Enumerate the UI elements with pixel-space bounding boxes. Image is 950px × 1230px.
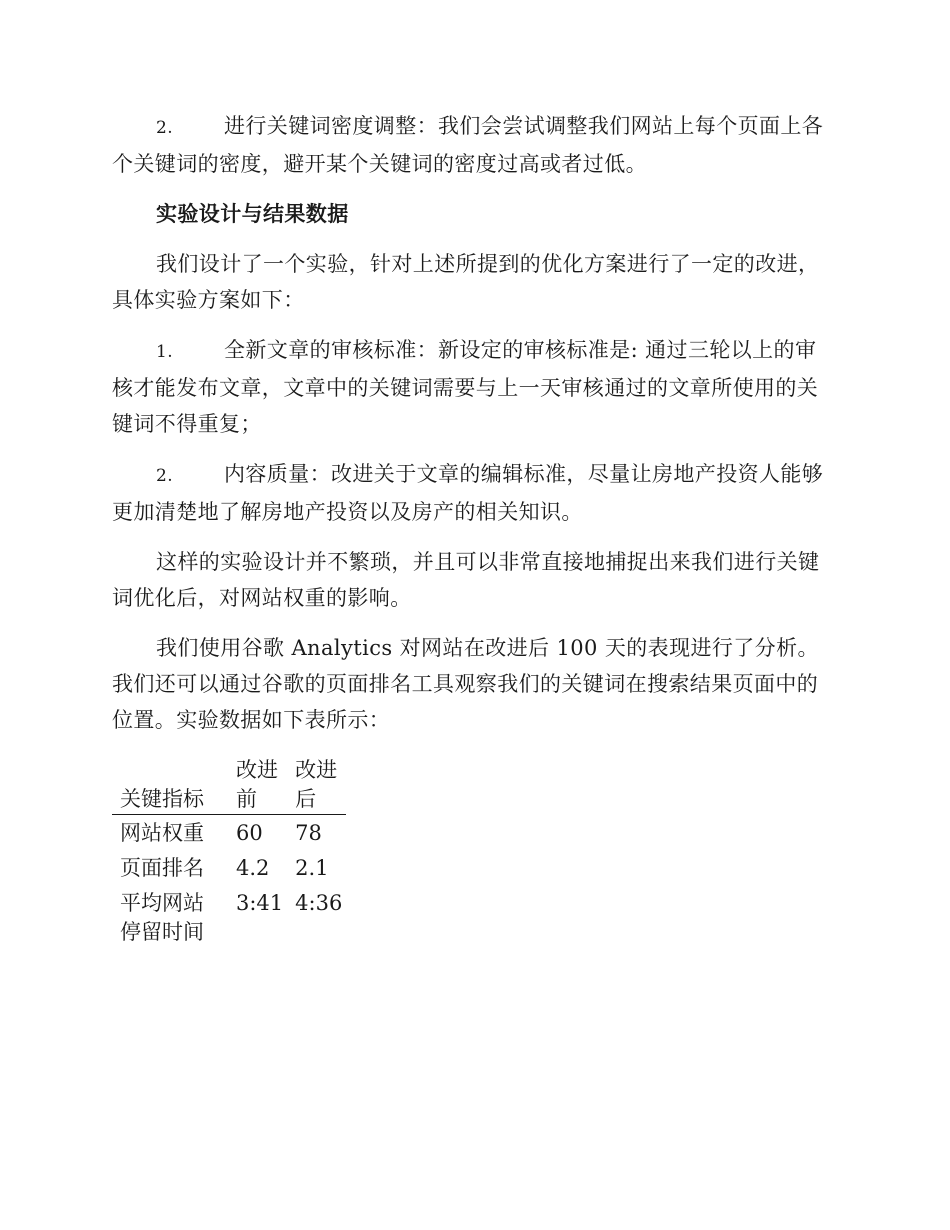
cell-metric: 页面排名 [120, 856, 204, 880]
analytics-paragraph: 我们使用谷歌 Analytics 对网站在改进后 100 天的表现进行了分析。我们还可以通过谷歌的页面排名工具观察我们的关键词在搜索结果页面中的位置。实验数据如下表所示： [112, 636, 819, 732]
header-before: 改进前 [228, 756, 287, 815]
list-number: 2. [156, 118, 174, 138]
list-text: 全新文章的审核标准：新设定的审核标准是: 通过三轮以上的审核才能发布文章，文章中的关键词需要与上一天审核通过的文章所使用的关键词不得重复； [112, 338, 819, 436]
section-heading: 实验设计与结果数据 [156, 201, 349, 226]
cell-metric: 平均网站停留时间 [120, 891, 204, 944]
list-item-keyword-density [112, 108, 834, 182]
table-row [112, 885, 346, 949]
cell-after: 2.1 [295, 856, 329, 880]
cell-metric: 网站权重 [120, 821, 204, 845]
list-number: 1. [156, 342, 174, 362]
header-after: 改进后 [287, 756, 346, 815]
document-page [112, 108, 834, 949]
cell-before: 4.2 [236, 856, 270, 880]
cell-after: 4:36 [295, 891, 343, 915]
list-item-review-standard [112, 332, 834, 442]
metrics-table [112, 756, 346, 949]
table-row [112, 850, 346, 885]
table-row [112, 815, 346, 851]
table-header-row [112, 756, 346, 815]
list-item-content-quality [112, 456, 834, 530]
list-text: 进行关键词密度调整：我们会尝试调整我们网站上每个页面上各个关键词的密度，避开某个关键词的密度过高或者过低。 [112, 114, 824, 176]
list-text: 内容质量：改进关于文章的编辑标准，尽量让房地产投资人能够更加清楚地了解房地产投资以及房产的相关知识。 [112, 462, 824, 524]
design-paragraph: 这样的实验设计并不繁琐，并且可以非常直接地捕捉出来我们进行关键词优化后，对网站权重的影响。 [112, 550, 820, 610]
list-number: 2. [156, 466, 174, 486]
cell-before: 60 [236, 821, 263, 845]
intro-paragraph: 我们设计了一个实验，针对上述所提到的优化方案进行了一定的改进，具体实验方案如下： [112, 252, 820, 312]
cell-before: 3:41 [236, 891, 284, 915]
header-metric: 关键指标 [112, 756, 228, 815]
cell-after: 78 [295, 821, 322, 845]
